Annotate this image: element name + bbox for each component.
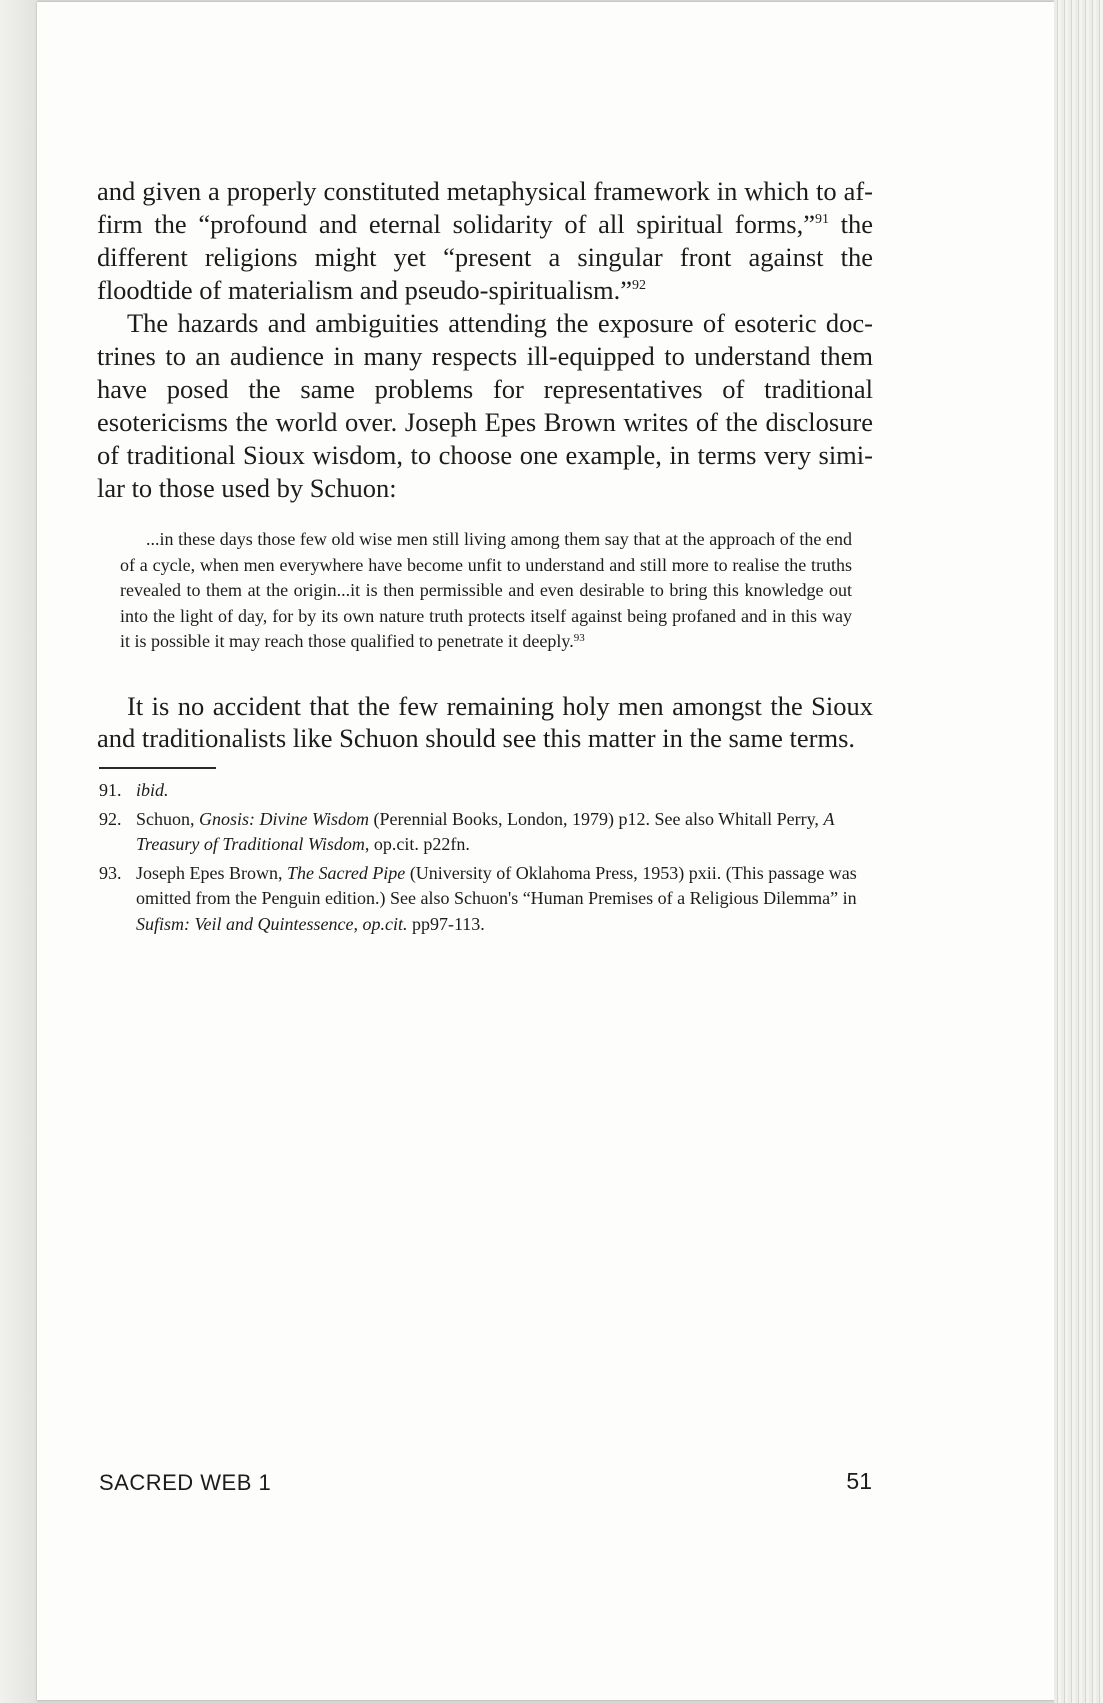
page-number: 51 xyxy=(846,1468,872,1494)
footnote-ref-93[interactable]: 93 xyxy=(573,632,585,644)
footnote-segment: , op.cit. p22fn. xyxy=(364,834,470,854)
footnote-text xyxy=(136,861,875,938)
footnote-segment: (University of Oklahoma Press, 1953) pxii. (This passage was omitted from the Penguin edition.) See also Schuon's “Human Premises of a Religious Dilemma” in xyxy=(136,862,857,908)
footnote-92 xyxy=(99,807,875,858)
footnote-segment: Schuon, xyxy=(136,808,199,829)
footnote-title-italic: Gnosis: Divine Wisdom xyxy=(199,808,369,829)
footnote-segment: (Perennial Books, London, 1979) p12. See also Whitall Perry, xyxy=(369,808,824,829)
footnote-number: 93. xyxy=(99,862,122,883)
footnote-93 xyxy=(99,861,875,938)
footnotes xyxy=(99,778,875,940)
footnote-divider xyxy=(99,767,216,769)
footnote-text xyxy=(136,778,875,804)
footnote-title-italic: A Treasury of Traditional Wisdom xyxy=(136,808,835,854)
paragraph-1 xyxy=(97,175,873,307)
paragraph-1-part-b: the different religions might yet “present a singular front against the floodtide of materialism and pseudo-spiritualism.” xyxy=(97,209,874,305)
footnote-number: 91. xyxy=(99,780,122,800)
footnote-91 xyxy=(99,778,875,804)
footnote-italic: ibid. xyxy=(136,780,169,800)
footnote-title-italic: The Sacred Pipe xyxy=(287,862,406,883)
body-text xyxy=(97,175,873,505)
closing-paragraph-text: It is no accident that the few remaining holy men amongst the Sioux and traditionalists like Schuon should see this matter in the same terms. xyxy=(97,691,873,753)
footnote-segment: pp97-113. xyxy=(407,913,485,934)
footnote-segment: Joseph Epes Brown, xyxy=(136,862,287,883)
page-edge-stack xyxy=(1054,0,1103,1703)
page-gutter-left xyxy=(0,0,37,1703)
block-quote xyxy=(120,527,852,655)
footnote-ref-92[interactable]: 92 xyxy=(632,278,647,293)
paragraph-2: The hazards and ambiguities attending the exposure of esoteric doctrines to an audience in many respects ill-equipped to understand them have posed the same problems for representatives of traditional esotericisms the world over. Joseph Epes Brown writes of the disclosure of traditional Sioux wisdom, to choose one example, in terms very similar to those used by Schuon: xyxy=(97,308,873,503)
closing-paragraph xyxy=(97,690,873,754)
running-footer-title: SACRED WEB 1 xyxy=(99,1470,272,1495)
block-quote-paragraph xyxy=(120,527,852,655)
paragraph-1-part-a: and given a properly constituted metaphysical framework in which to affirm the “profound and eternal solidarity of all spiritual forms,” xyxy=(97,176,873,239)
footnote-ref-91[interactable]: 91 xyxy=(814,212,829,227)
block-quote-text: ...in these days those few old wise men still living among them say that at the approach of the end of a cycle, when men everywhere have become unfit to understand and still more to realise the truths revealed to them at the origin...it is then permissible and even desirable to bring this knowledge out into the light of day, for by its own nature truth protects itself against being profaned and in this way it is possible it may reach those qualified to penetrate it deeply. xyxy=(120,529,852,651)
footnote-text xyxy=(136,807,875,858)
footnote-number: 92. xyxy=(99,808,122,829)
footnote-title-italic: Sufism: Veil and Quintessence, op.cit. xyxy=(136,913,408,934)
